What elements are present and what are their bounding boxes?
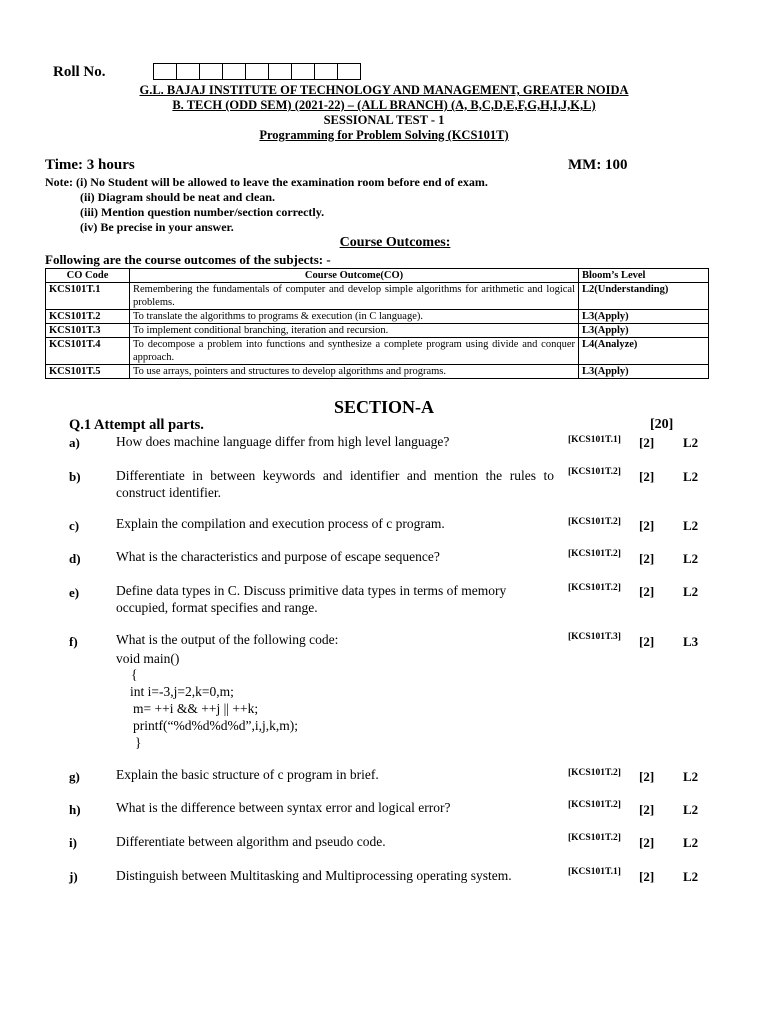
question-marks: [2] [639,802,655,817]
note-line: (iv) Be precise in your answer. [80,220,234,234]
note-line: (ii) Diagram should be neat and clean. [80,190,276,204]
question-label: b) [69,469,81,484]
column-header: Bloom’s Level [579,269,709,283]
question-heading: Q.1 Attempt all parts. [69,417,204,433]
question-marks: [2] [639,869,655,884]
course-outcomes-heading: Course Outcomes: [339,235,451,250]
question-co: [KCS101T.2] [568,517,621,527]
question-marks: [2] [639,518,655,533]
co-code: KCS101T.3 [46,324,130,338]
question-label: e) [69,585,80,600]
column-header: Course Outcome(CO) [130,269,579,283]
question-text: What is the output of the following code: [116,632,339,647]
code-line: } [135,735,142,750]
table-row [46,283,709,310]
question-text: Explain the basic structure of c program in brief. [116,767,379,782]
code-line: m= ++i && ++j || ++k; [133,701,259,716]
note-line: Note: (i) No Student will be allowed to leave the examination room before end of exam. [45,175,488,189]
question-marks: [2] [639,551,655,566]
question-co: [KCS101T.2] [568,800,621,810]
question-co: [KCS101T.3] [568,632,621,642]
co-code: KCS101T.1 [46,283,130,310]
co-code: KCS101T.2 [46,310,130,324]
code-line: int i=-3,j=2,k=0,m; [130,684,234,699]
co-description: To implement conditional branching, iteration and recursion. [130,324,579,338]
question-text: What is the characteristics and purpose of escape sequence? [116,549,440,564]
question-level: L2 [683,551,699,566]
code-line: void main() [116,651,180,666]
question-text: Define data types in C. Discuss primitive data types in terms of memory occupied, format specifies and range. [116,583,507,615]
question-level: L2 [683,869,699,884]
question-text: How does machine language differ from high level language? [116,434,450,449]
question-co: [KCS101T.2] [568,583,621,593]
question-co: [KCS101T.1] [568,867,621,877]
question-label: a) [69,435,80,450]
table-header-row [46,269,709,283]
question-total-marks: [20] [650,417,674,432]
course-outcomes-table [45,268,709,379]
question-marks: [2] [639,584,655,599]
note-line: (iii) Mention question number/section correctly. [80,205,325,219]
test-name: SESSIONAL TEST - 1 [323,113,445,127]
blooms-level: L3(Apply) [579,310,709,324]
question-co: [KCS101T.1] [568,435,621,445]
question-label: g) [69,769,80,784]
question-marks: [2] [639,435,655,450]
co-description: To use arrays, pointers and structures to develop algorithms and programs. [130,365,579,379]
question-text: Differentiate in between keywords and identifier and mention the rules to construct identifier. [116,468,554,500]
question-label: i) [69,835,77,850]
table-row [46,365,709,379]
question-label: h) [69,802,81,817]
question-label: f) [69,634,78,649]
question-text: Distinguish between Multitasking and Multiprocessing operating system. [116,868,512,883]
question-co: [KCS101T.2] [568,467,621,477]
co-description: To translate the algorithms to programs & execution (in C language). [130,310,579,324]
institute-name: G.L. BAJAJ INSTITUTE OF TECHNOLOGY AND MANAGEMENT, GREATER NOIDA [139,83,629,97]
question-marks: [2] [639,835,655,850]
question-co: [KCS101T.2] [568,549,621,559]
question-co: [KCS101T.2] [568,833,621,843]
question-text: Explain the compilation and execution process of c program. [116,516,445,531]
question-label: d) [69,551,81,566]
question-level: L2 [683,435,699,450]
blooms-level: L3(Apply) [579,365,709,379]
question-marks: [2] [639,634,655,649]
code-line: { [131,667,138,682]
question-level: L2 [683,835,699,850]
question-level: L2 [683,769,699,784]
code-line: printf(“%d%d%d%d”,i,j,k,m); [133,718,298,733]
question-marks: [2] [639,769,655,784]
program-line: B. TECH (ODD SEM) (2021-22) – (ALL BRANCH) (A, B,C,D,E,F,G,H,I,J,K,L) [172,98,596,112]
question-level: L2 [683,469,699,484]
question-text: What is the difference between syntax error and logical error? [116,800,451,815]
question-marks: [2] [639,469,655,484]
exam-time: Time: 3 hours [45,157,135,173]
co-description: To decompose a problem into functions and synthesize a complete program using divide and conquer approach. [130,338,579,365]
table-row [46,310,709,324]
blooms-level: L3(Apply) [579,324,709,338]
co-description: Remembering the fundamentals of computer and develop simple algorithms for arithmetic and logical problems. [130,283,579,310]
question-label: j) [69,869,78,884]
section-title: SECTION-A [333,397,435,417]
max-marks: MM: 100 [568,157,628,173]
table-row [46,324,709,338]
question-level: L3 [683,634,699,649]
co-code: KCS101T.5 [46,365,130,379]
roll-number-boxes [153,63,361,80]
roll-number-label: Roll No. [53,64,106,80]
table-row [46,338,709,365]
column-header: CO Code [46,269,130,283]
question-co: [KCS101T.2] [568,768,621,778]
question-level: L2 [683,802,699,817]
blooms-level: L2(Understanding) [579,283,709,310]
question-level: L2 [683,584,699,599]
co-code: KCS101T.4 [46,338,130,365]
question-text: Differentiate between algorithm and pseudo code. [116,834,386,849]
subject-name: Programming for Problem Solving (KCS101T) [259,128,509,142]
question-level: L2 [683,518,699,533]
question-label: c) [69,518,80,533]
course-outcomes-intro: Following are the course outcomes of the subjects: - [45,252,331,267]
blooms-level: L4(Analyze) [579,338,709,365]
